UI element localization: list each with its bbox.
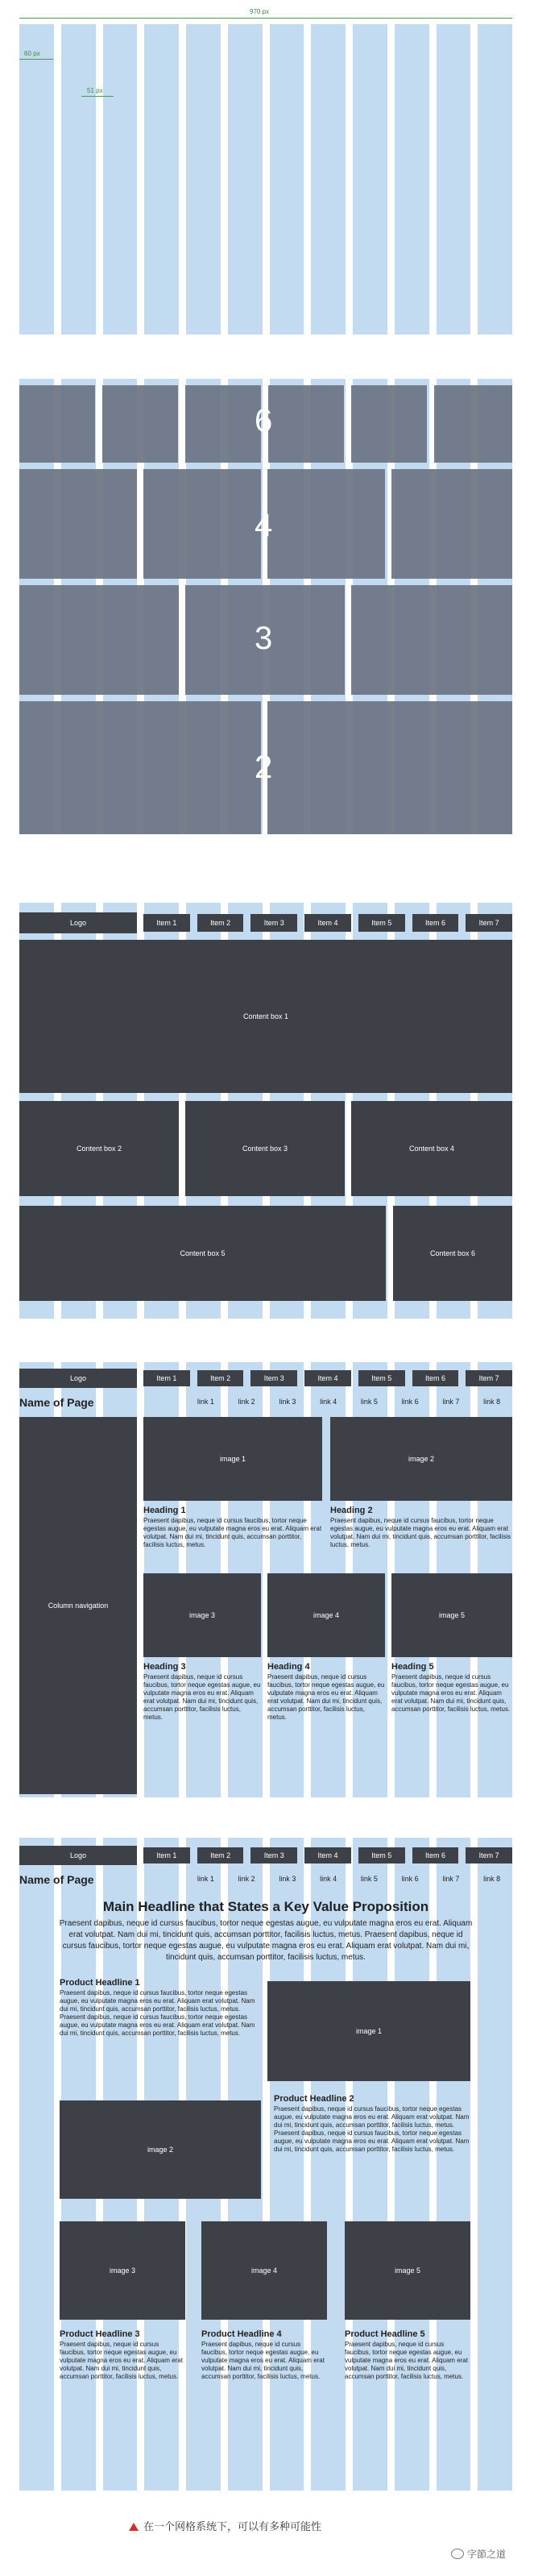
heading-2-text: Praesent dapibus, neque id cursus faucibus, tortor neque egestas augue, eu vulputate magna eros eu erat. Aliquam erat volutpat. Nam dui mi, tincidunt quis, accumsan porttitor, facilisis luctus, metus. (330, 1517, 511, 1548)
heading-3: Heading 3 (143, 1662, 186, 1672)
heading-1-block (143, 1506, 322, 1549)
product-5-block (345, 2329, 470, 2381)
product-headline-3: Product Headline 3 (60, 2329, 140, 2339)
link-7[interactable]: link 7 (442, 1398, 460, 1406)
nav-item-3[interactable]: Item 3 (250, 1847, 297, 1863)
logo[interactable]: Logo (19, 912, 137, 933)
image-4: image 4 (267, 1573, 385, 1657)
product-headline-2: Product Headline 2 (274, 2094, 354, 2104)
gutter-dimension-line (81, 96, 114, 97)
image-5: image 5 (391, 1573, 512, 1657)
nav-item-5[interactable]: Item 5 (358, 1370, 405, 1386)
nav-item-5[interactable]: Item 5 (358, 1847, 405, 1863)
nav-item-5[interactable]: Item 5 (358, 914, 405, 932)
watermark-text: 字節之道 (467, 2549, 507, 2560)
nav-item-3[interactable]: Item 3 (250, 914, 297, 932)
main-headline: Main Headline that States a Key Value Proposition (102, 1899, 429, 1914)
link-4[interactable]: link 4 (320, 1398, 337, 1406)
wechat-icon (451, 2549, 464, 2559)
content-box-2: Content box 2 (19, 1101, 179, 1196)
link-5[interactable]: link 5 (360, 1398, 378, 1406)
caption (129, 2518, 321, 2533)
watermark (451, 2547, 506, 2561)
product-4-text: Praesent dapibus, neque id cursus faucibus, tortor neque egestas augue, eu vulputate magna eros eu erat. Aliquam erat volutpat. Nam dui mi, tincidunt quis, accumsan porttitor, facilisis luctus, metus. (201, 2341, 325, 2380)
heading-5-text: Praesent dapibus, neque id cursus faucibus, tortor neque egestas augue, eu vulputate magna eros eu erat. Aliquam erat volutpat. Nam dui mi, tincidunt quis, accumsan porttitor, facilisis luctus, metus. (391, 1673, 511, 1713)
nav-item-4[interactable]: Item 4 (304, 914, 351, 932)
heading-3-block (143, 1662, 261, 1722)
link-8[interactable]: link 8 (483, 1398, 501, 1406)
page-title: Name of Page (19, 1396, 94, 1409)
product-3-text: Praesent dapibus, neque id cursus faucibus, tortor neque egestas augue, eu vulputate magna eros eu erat. Aliquam erat volutpat. Nam dui mi, tincidunt quis, accumsan porttitor, facilisis luctus, metus. (60, 2341, 183, 2380)
content-box-6: Content box 6 (393, 1206, 512, 1301)
nav-item-6[interactable]: Item 6 (412, 1370, 459, 1386)
column-navigation[interactable]: Column navigation (19, 1417, 137, 1794)
content-box-3: Content box 3 (185, 1101, 345, 1196)
link-7[interactable]: link 7 (442, 1875, 460, 1883)
product-headline-4: Product Headline 4 (201, 2329, 282, 2339)
heading-4-block (267, 1662, 385, 1722)
link-1[interactable]: link 1 (197, 1398, 214, 1406)
top-nav (143, 1847, 512, 1863)
column-grid (19, 24, 512, 334)
layout-content-boxes (0, 903, 534, 1322)
nav-item-6[interactable]: Item 6 (412, 914, 459, 932)
image-4: image 4 (201, 2221, 327, 2320)
heading-1-text: Praesent dapibus, neque id cursus faucibus, tortor neque egestas augue, eu vulputate magna eros eu erat. Aliquam erat volutpat. Nam dui mi, tincidunt quis, accumsan porttitor, facilisis luctus, metus. (143, 1517, 322, 1548)
nav-item-1[interactable]: Item 1 (143, 1370, 190, 1386)
heading-4: Heading 4 (267, 1662, 310, 1672)
heading-2: Heading 2 (330, 1506, 373, 1515)
heading-2-block (330, 1506, 512, 1549)
grid-number-4: 4 (255, 508, 273, 543)
nav-item-1[interactable]: Item 1 (143, 1847, 190, 1863)
margin-label: 60 px (24, 50, 40, 57)
link-5[interactable]: link 5 (360, 1875, 378, 1883)
grid-number-6: 6 (255, 403, 273, 438)
nav-item-7[interactable]: Item 7 (466, 1847, 512, 1863)
link-4[interactable]: link 4 (320, 1875, 337, 1883)
caption-text: 在一个网格系统下，可以有多种可能性 (143, 2520, 322, 2532)
nav-item-1[interactable]: Item 1 (143, 914, 190, 932)
product-3-block (60, 2329, 185, 2381)
grid-divisions (0, 379, 534, 838)
nav-item-2[interactable]: Item 2 (197, 914, 244, 932)
grid-overview (0, 0, 534, 347)
triangle-icon (129, 2523, 139, 2531)
nav-item-2[interactable]: Item 2 (197, 1847, 244, 1863)
sub-links (185, 1398, 512, 1406)
image-3: image 3 (143, 1573, 261, 1657)
nav-item-7[interactable]: Item 7 (466, 914, 512, 932)
product-5-text: Praesent dapibus, neque id cursus faucibus, tortor neque egestas augue, eu vulputate magna eros eu erat. Aliquam erat volutpat. Nam dui mi, tincidunt quis, accumsan porttitor, facilisis luctus, metus. (345, 2341, 468, 2380)
lead-paragraph: Praesent dapibus, neque id cursus faucibus, tortor neque egestas augue, eu vulputate magna eros eu erat. Aliquam erat volutpat. Nam dui mi, tincidunt quis, accumsan porttitor, facilisis luctus, metus. Praesent dapibus, neque id cursus faucibus, tortor neque egestas augue, eu vulputate magna eros eu erat. Aliquam erat volutpat. Nam dui mi, tincidunt quis, accumsan porttitor, facilisis luctus, metus. (59, 1919, 473, 1962)
nav-item-4[interactable]: Item 4 (304, 1370, 351, 1386)
product-1-block (60, 1978, 261, 2038)
logo[interactable]: Logo (19, 1369, 137, 1388)
link-6[interactable]: link 6 (401, 1875, 419, 1883)
content-box-4: Content box 4 (351, 1101, 512, 1196)
product-headline-5: Product Headline 5 (345, 2329, 425, 2339)
heading-1: Heading 1 (143, 1506, 186, 1515)
link-3[interactable]: link 3 (279, 1398, 296, 1406)
content-box-5: Content box 5 (19, 1206, 386, 1301)
product-2-text: Praesent dapibus, neque id cursus faucibus, tortor neque egestas augue, eu vulputate magna eros eu erat. Aliquam erat volutpat. Nam dui mi, tincidunt quis, accumsan porttitor, facilisis luctus, metus. Praesent dapibus, neque id cursus faucibus, tortor neque egestas augue, eu vulputate magna eros eu erat. Aliquam erat volutpat. Nam dui mi, tincidunt quis, accumsan porttitor, facilisis luctus, metus. (274, 2105, 470, 2153)
nav-item-7[interactable]: Item 7 (466, 1370, 512, 1386)
width-dimension-line (19, 18, 512, 19)
layout-landing-page (0, 1838, 534, 2499)
image-2: image 2 (330, 1417, 512, 1501)
link-2[interactable]: link 2 (238, 1875, 255, 1883)
heading-3-text: Praesent dapibus, neque id cursus faucibus, tortor neque egestas augue, eu vulputate magna eros eu erat. Aliquam erat volutpat. Nam dui mi, tincidunt quis, accumsan porttitor, facilisis luctus, metus. (143, 1673, 261, 1721)
heading-5: Heading 5 (391, 1662, 434, 1672)
nav-item-2[interactable]: Item 2 (197, 1370, 244, 1386)
top-nav (143, 1370, 512, 1386)
link-8[interactable]: link 8 (483, 1875, 501, 1883)
gutter-label: 51 px (87, 87, 103, 94)
product-headline-1: Product Headline 1 (60, 1978, 140, 1988)
image-3: image 3 (60, 2221, 185, 2320)
nav-item-4[interactable]: Item 4 (304, 1847, 351, 1863)
image-1: image 1 (143, 1417, 322, 1501)
page-title: Name of Page (19, 1873, 94, 1886)
image-5: image 5 (345, 2221, 470, 2320)
link-2[interactable]: link 2 (238, 1398, 255, 1406)
logo[interactable]: Logo (19, 1846, 137, 1865)
product-4-block (201, 2329, 327, 2381)
nav-item-3[interactable]: Item 3 (250, 1370, 297, 1386)
image-2: image 2 (60, 2100, 261, 2199)
content-box-1: Content box 1 (19, 940, 512, 1093)
grid-number-3: 3 (255, 621, 273, 656)
grid-number-2: 2 (255, 750, 273, 785)
heading-4-text: Praesent dapibus, neque id cursus faucibus, tortor neque egestas augue, eu vulputate magna eros eu erat. Aliquam erat volutpat. Nam dui mi, tincidunt quis, accumsan porttitor, facilisis luctus, metus. (267, 1673, 385, 1721)
link-6[interactable]: link 6 (401, 1398, 419, 1406)
nav-item-6[interactable]: Item 6 (412, 1847, 459, 1863)
product-2-block (274, 2094, 474, 2154)
margin-dimension-line (19, 59, 53, 60)
width-label: 970 px (250, 8, 270, 15)
image-1: image 1 (267, 1981, 470, 2081)
top-nav (143, 914, 512, 932)
link-1[interactable]: link 1 (197, 1875, 214, 1883)
heading-5-block (391, 1662, 512, 1714)
sub-links (185, 1875, 512, 1883)
link-3[interactable]: link 3 (279, 1875, 296, 1883)
product-1-text: Praesent dapibus, neque id cursus faucibus, tortor neque egestas augue, eu vulputate magna eros eu erat. Aliquam erat volutpat. Nam dui mi, tincidunt quis, accumsan porttitor, facilisis luctus, metus. Praesent dapibus, neque id cursus faucibus, tortor neque egestas augue, eu vulputate magna eros eu erat. Aliquam erat volutpat. Nam dui mi, tincidunt quis, accumsan porttitor, facilisis luctus, metus. (60, 1989, 255, 2037)
layout-column-nav (0, 1362, 534, 1797)
